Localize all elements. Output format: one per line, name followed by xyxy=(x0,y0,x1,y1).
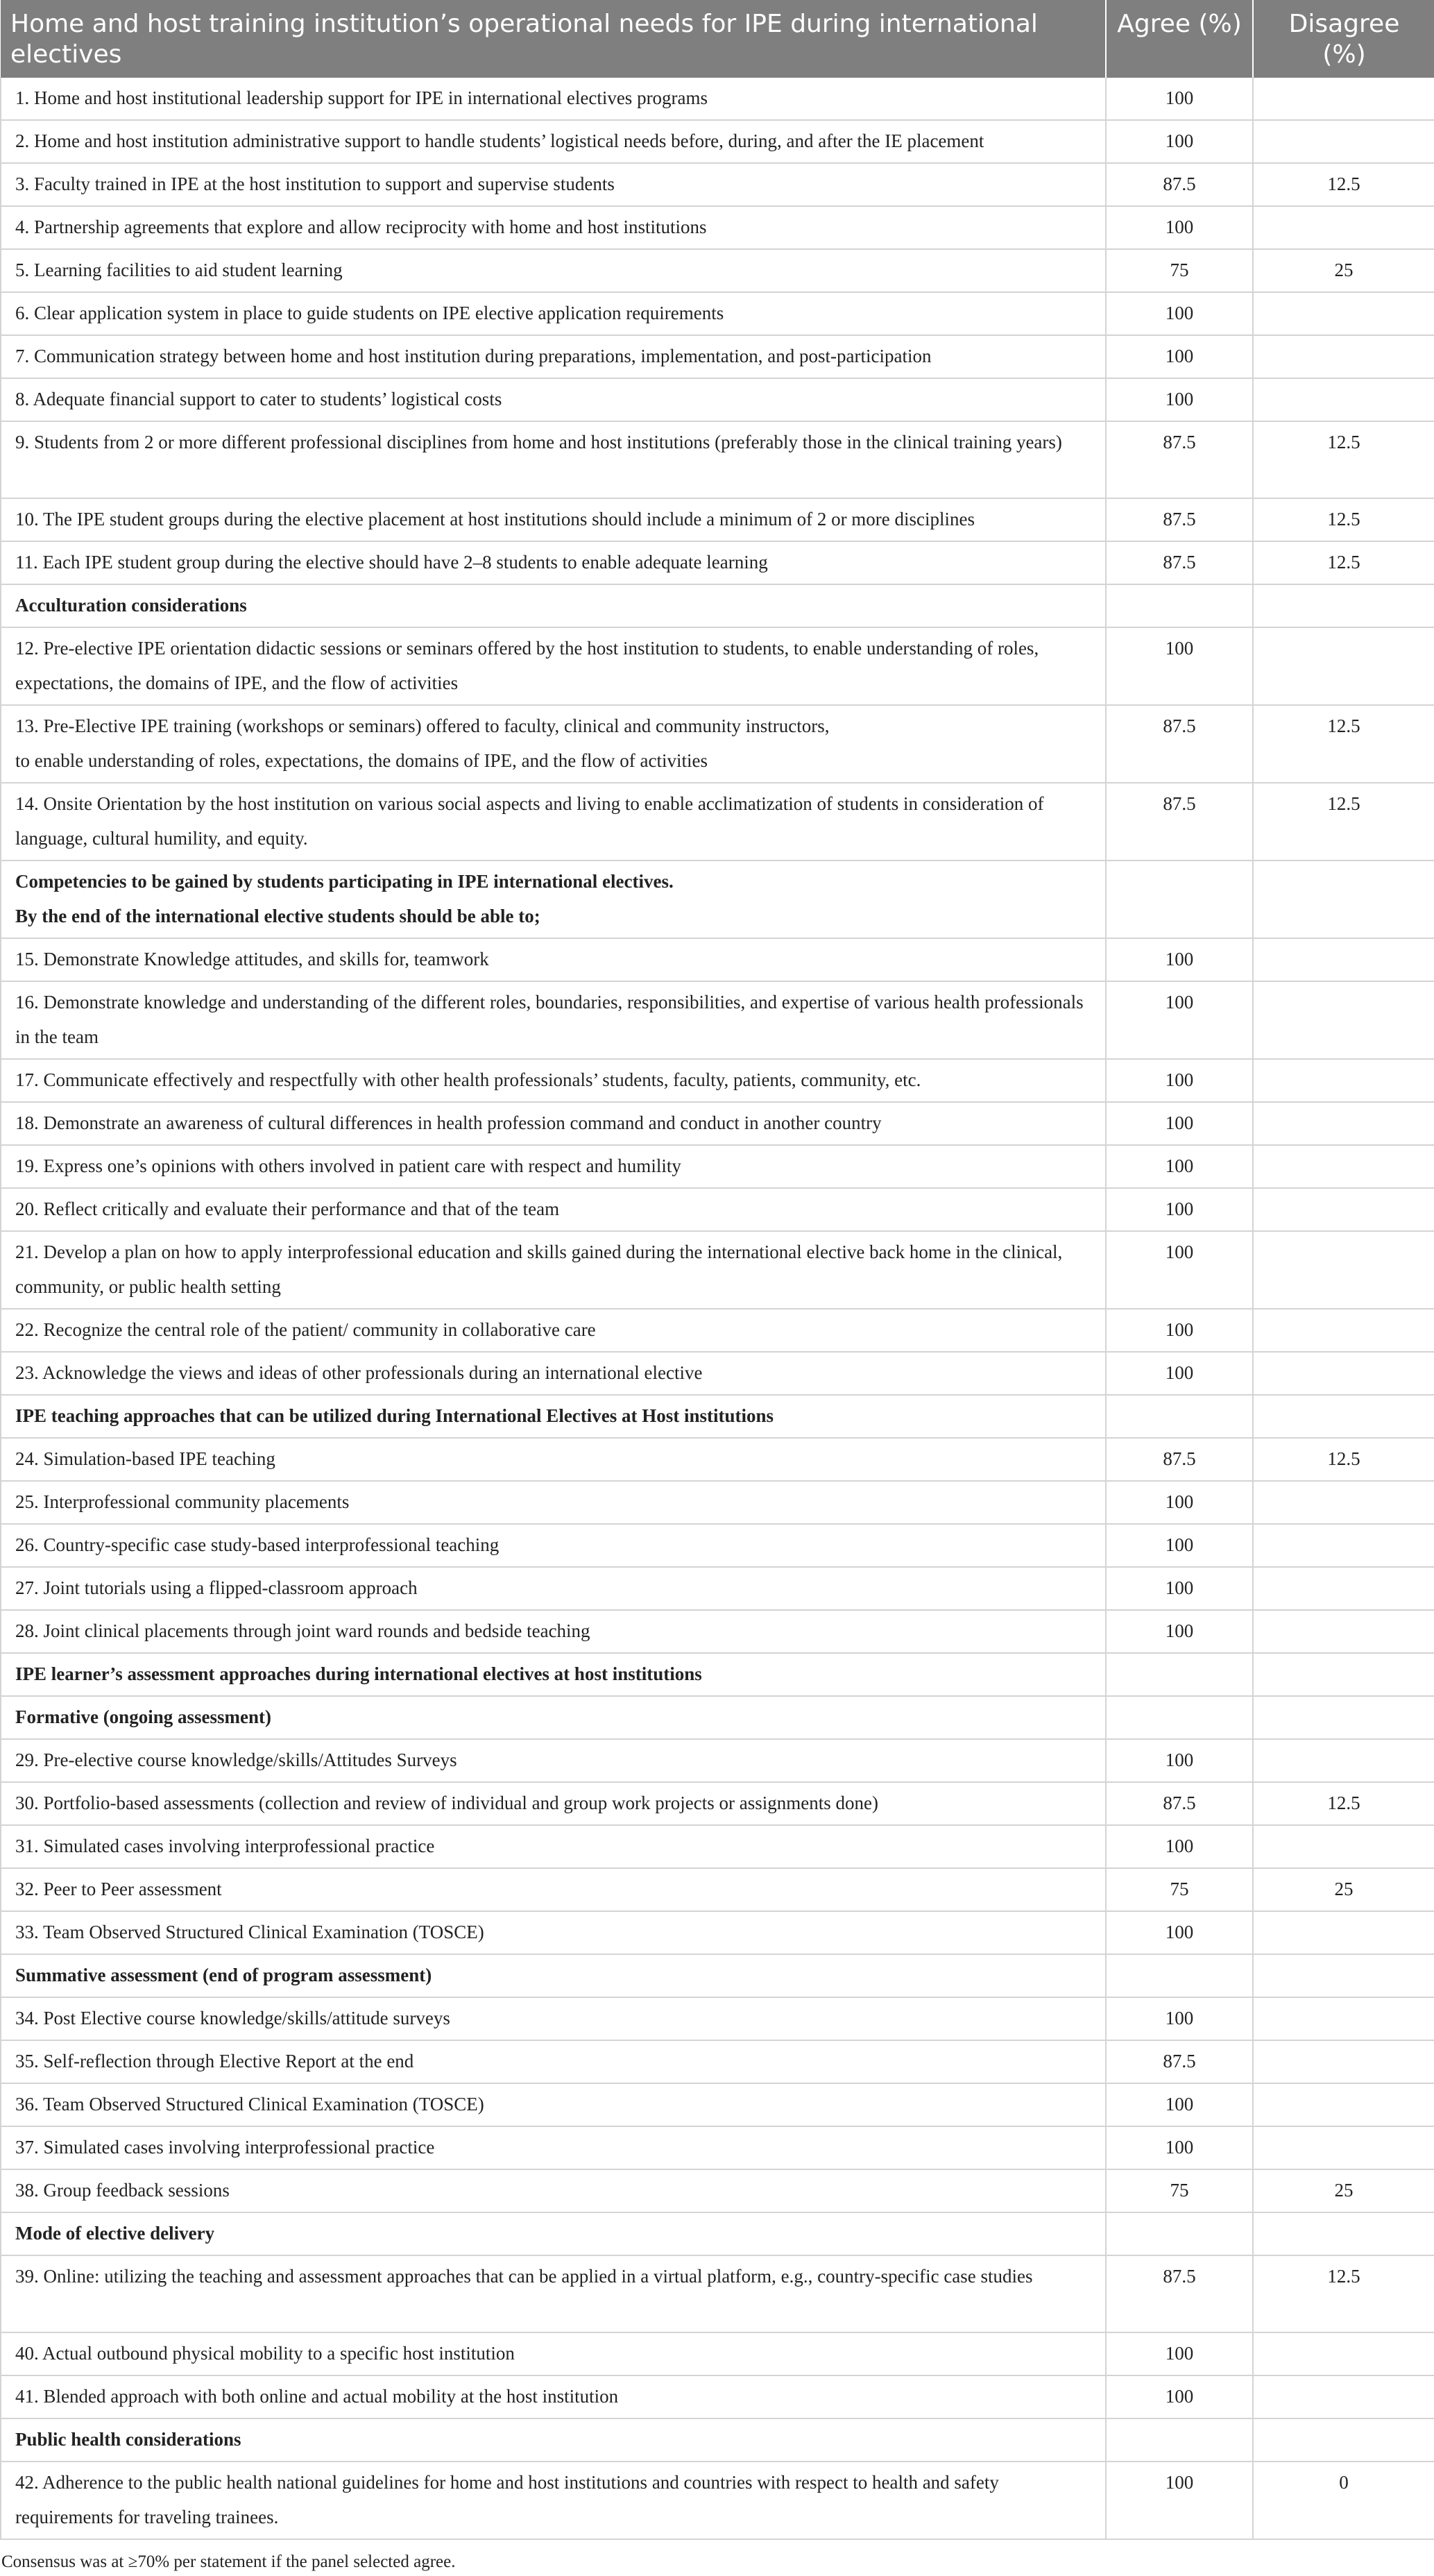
table-row xyxy=(1,705,1434,783)
disagree-cell xyxy=(1253,1145,1434,1188)
agree-cell: 100 xyxy=(1106,1188,1253,1231)
statement-cell: 30. Portfolio-based assessments (collection and review of individual and group work projects or assignments done) xyxy=(1,1782,1106,1825)
disagree-cell xyxy=(1253,981,1434,1059)
disagree-cell xyxy=(1253,78,1434,120)
table-row xyxy=(1,498,1434,541)
table-header xyxy=(1,0,1434,78)
agree-cell: 87.5 xyxy=(1106,1438,1253,1481)
disagree-cell: 12.5 xyxy=(1253,2255,1434,2332)
section-header-row xyxy=(1,1395,1434,1438)
agree-cell: 100 xyxy=(1106,120,1253,163)
section-header-row xyxy=(1,2212,1434,2255)
agree-cell xyxy=(1106,1395,1253,1438)
disagree-cell xyxy=(1253,206,1434,249)
table-row xyxy=(1,627,1434,705)
disagree-cell: 25 xyxy=(1253,249,1434,292)
agree-cell xyxy=(1106,1653,1253,1696)
statement-cell: 3. Faculty trained in IPE at the host institution to support and supervise students xyxy=(1,163,1106,206)
statement-cell: 35. Self-reflection through Elective Report at the end xyxy=(1,2040,1106,2083)
table-row xyxy=(1,335,1434,378)
disagree-cell xyxy=(1253,1395,1434,1438)
agree-cell: 75 xyxy=(1106,1868,1253,1911)
disagree-cell xyxy=(1253,1653,1434,1696)
agree-cell: 100 xyxy=(1106,1352,1253,1395)
agree-cell: 100 xyxy=(1106,627,1253,705)
disagree-cell xyxy=(1253,1911,1434,1954)
section-label: Mode of elective delivery xyxy=(1,2212,1106,2255)
table-row xyxy=(1,2332,1434,2375)
statement-cell: 37. Simulated cases involving interprofessional practice xyxy=(1,2126,1106,2169)
statement-cell: 5. Learning facilities to aid student learning xyxy=(1,249,1106,292)
disagree-cell xyxy=(1253,1059,1434,1102)
table-row xyxy=(1,1524,1434,1567)
section-label: Formative (ongoing assessment) xyxy=(1,1696,1106,1739)
statement-cell: 2. Home and host institution administrative support to handle students’ logistical needs before, during, and after the IE placement xyxy=(1,120,1106,163)
disagree-cell xyxy=(1253,292,1434,335)
table-row xyxy=(1,1145,1434,1188)
agree-cell: 100 xyxy=(1106,1481,1253,1524)
statement-cell: 26. Country-specific case study-based interprofessional teaching xyxy=(1,1524,1106,1567)
disagree-cell: 12.5 xyxy=(1253,705,1434,783)
disagree-cell xyxy=(1253,1352,1434,1395)
table-row xyxy=(1,1188,1434,1231)
table-row xyxy=(1,1231,1434,1309)
table-row xyxy=(1,1868,1434,1911)
agree-cell: 100 xyxy=(1106,1825,1253,1868)
agree-cell: 100 xyxy=(1106,1102,1253,1145)
disagree-cell xyxy=(1253,1825,1434,1868)
agree-cell: 100 xyxy=(1106,292,1253,335)
agree-cell xyxy=(1106,1954,1253,1997)
agree-cell: 87.5 xyxy=(1106,541,1253,584)
table-row xyxy=(1,249,1434,292)
table-row xyxy=(1,1438,1434,1481)
agree-cell: 100 xyxy=(1106,1997,1253,2040)
agree-cell: 87.5 xyxy=(1106,705,1253,783)
statement-cell: 17. Communicate effectively and respectfully with other health professionals’ students, faculty, patients, community, etc. xyxy=(1,1059,1106,1102)
table-row xyxy=(1,981,1434,1059)
disagree-cell xyxy=(1253,2418,1434,2461)
table-row xyxy=(1,120,1434,163)
agree-cell xyxy=(1106,861,1253,938)
disagree-cell: 0 xyxy=(1253,2461,1434,2539)
table-row xyxy=(1,1739,1434,1782)
agree-cell: 87.5 xyxy=(1106,2255,1253,2332)
statement-cell: 32. Peer to Peer assessment xyxy=(1,1868,1106,1911)
table-row xyxy=(1,2169,1434,2212)
statement-cell: 28. Joint clinical placements through joint ward rounds and bedside teaching xyxy=(1,1610,1106,1653)
disagree-cell: 12.5 xyxy=(1253,421,1434,498)
statement-cell: 8. Adequate financial support to cater to students’ logistical costs xyxy=(1,378,1106,421)
table-row xyxy=(1,783,1434,861)
disagree-cell xyxy=(1253,1739,1434,1782)
agree-cell: 87.5 xyxy=(1106,498,1253,541)
statement-cell: 15. Demonstrate Knowledge attitudes, and skills for, teamwork xyxy=(1,938,1106,981)
statement-cell: 20. Reflect critically and evaluate their performance and that of the team xyxy=(1,1188,1106,1231)
agree-cell: 100 xyxy=(1106,1524,1253,1567)
table-row xyxy=(1,1567,1434,1610)
table-row xyxy=(1,541,1434,584)
section-header-row xyxy=(1,861,1434,938)
disagree-cell xyxy=(1253,627,1434,705)
statement-cell: 4. Partnership agreements that explore and allow reciprocity with home and host institutions xyxy=(1,206,1106,249)
statement-cell: 34. Post Elective course knowledge/skills/attitude surveys xyxy=(1,1997,1106,2040)
agree-cell xyxy=(1106,1696,1253,1739)
statement-cell: 39. Online: utilizing the teaching and assessment approaches that can be applied in a virtual platform, e.g., country-specific case studies xyxy=(1,2255,1106,2332)
disagree-cell: 12.5 xyxy=(1253,541,1434,584)
statement-cell: 33. Team Observed Structured Clinical Examination (TOSCE) xyxy=(1,1911,1106,1954)
statement-cell: 31. Simulated cases involving interprofessional practice xyxy=(1,1825,1106,1868)
section-label: IPE teaching approaches that can be utilized during International Electives at Host institutions xyxy=(1,1395,1106,1438)
section-header-row xyxy=(1,1954,1434,1997)
agree-cell: 100 xyxy=(1106,1911,1253,1954)
table-row xyxy=(1,78,1434,120)
section-header-row xyxy=(1,1653,1434,1696)
disagree-cell xyxy=(1253,2332,1434,2375)
statement-cell: 41. Blended approach with both online and actual mobility at the host institution xyxy=(1,2375,1106,2418)
statement-cell: 19. Express one’s opinions with others involved in patient care with respect and humility xyxy=(1,1145,1106,1188)
disagree-cell xyxy=(1253,120,1434,163)
section-header-row xyxy=(1,584,1434,627)
table-row xyxy=(1,2461,1434,2539)
statement-cell: 16. Demonstrate knowledge and understanding of the different roles, boundaries, responsibilities, and expertise of various health professionals in the team xyxy=(1,981,1106,1059)
disagree-cell xyxy=(1253,2126,1434,2169)
statement-cell: 25. Interprofessional community placements xyxy=(1,1481,1106,1524)
agree-cell xyxy=(1106,584,1253,627)
agree-cell xyxy=(1106,2418,1253,2461)
agree-cell xyxy=(1106,2212,1253,2255)
agree-cell: 87.5 xyxy=(1106,163,1253,206)
table-row xyxy=(1,1309,1434,1352)
statement-cell: 24. Simulation-based IPE teaching xyxy=(1,1438,1106,1481)
statement-cell: 12. Pre-elective IPE orientation didactic sessions or seminars offered by the host institution to students, to enable understanding of roles, expectations, the domains of IPE, and the flow of activities xyxy=(1,627,1106,705)
statement-cell: 36. Team Observed Structured Clinical Examination (TOSCE) xyxy=(1,2083,1106,2126)
disagree-cell xyxy=(1253,335,1434,378)
disagree-cell xyxy=(1253,2375,1434,2418)
statement-cell: 7. Communication strategy between home and host institution during preparations, implementation, and post-participation xyxy=(1,335,1106,378)
statement-cell: 11. Each IPE student group during the elective should have 2–8 students to enable adequate learning xyxy=(1,541,1106,584)
statement-cell: 18. Demonstrate an awareness of cultural differences in health profession command and conduct in another country xyxy=(1,1102,1106,1145)
statement-cell: 14. Onsite Orientation by the host institution on various social aspects and living to enable acclimatization of students in consideration of language, cultural humility, and equity. xyxy=(1,783,1106,861)
table-row xyxy=(1,2255,1434,2332)
table-row xyxy=(1,2040,1434,2083)
section-label: Competencies to be gained by students participating in IPE international electives. By the end of the international elective students should be able to; xyxy=(1,861,1106,938)
disagree-cell xyxy=(1253,2040,1434,2083)
disagree-cell xyxy=(1253,2212,1434,2255)
agree-cell: 100 xyxy=(1106,1145,1253,1188)
table-row xyxy=(1,1059,1434,1102)
disagree-cell: 12.5 xyxy=(1253,1782,1434,1825)
table-row xyxy=(1,1825,1434,1868)
agree-cell: 100 xyxy=(1106,981,1253,1059)
agree-cell: 100 xyxy=(1106,1610,1253,1653)
disagree-cell xyxy=(1253,584,1434,627)
disagree-cell xyxy=(1253,1997,1434,2040)
disagree-cell xyxy=(1253,1524,1434,1567)
disagree-cell xyxy=(1253,1481,1434,1524)
table-footnote: Consensus was at ≥70% per statement if the panel selected agree. xyxy=(1,2552,456,2571)
agree-cell: 100 xyxy=(1106,1567,1253,1610)
disagree-cell xyxy=(1253,1102,1434,1145)
disagree-cell xyxy=(1253,1231,1434,1309)
agree-cell: 100 xyxy=(1106,206,1253,249)
disagree-cell: 12.5 xyxy=(1253,163,1434,206)
agree-cell: 100 xyxy=(1106,78,1253,120)
section-label: Summative assessment (end of program assessment) xyxy=(1,1954,1106,1997)
table-row xyxy=(1,1782,1434,1825)
disagree-cell: 25 xyxy=(1253,2169,1434,2212)
statement-cell: 27. Joint tutorials using a flipped-classroom approach xyxy=(1,1567,1106,1610)
table-row xyxy=(1,2375,1434,2418)
disagree-cell: 12.5 xyxy=(1253,783,1434,861)
header-disagree: Disagree (%) xyxy=(1253,0,1434,78)
disagree-cell xyxy=(1253,1696,1434,1739)
agree-cell: 100 xyxy=(1106,335,1253,378)
table-row xyxy=(1,1352,1434,1395)
agree-cell: 100 xyxy=(1106,938,1253,981)
statement-cell: 10. The IPE student groups during the elective placement at host institutions should include a minimum of 2 or more disciplines xyxy=(1,498,1106,541)
section-header-row xyxy=(1,1696,1434,1739)
agree-cell: 100 xyxy=(1106,2332,1253,2375)
statement-cell: 40. Actual outbound physical mobility to a specific host institution xyxy=(1,2332,1106,2375)
agree-cell: 100 xyxy=(1106,2083,1253,2126)
table-row xyxy=(1,163,1434,206)
table-row xyxy=(1,292,1434,335)
table-row xyxy=(1,1997,1434,2040)
section-label: IPE learner’s assessment approaches during international electives at host institutions xyxy=(1,1653,1106,1696)
disagree-cell xyxy=(1253,1610,1434,1653)
table-row xyxy=(1,378,1434,421)
disagree-cell xyxy=(1253,938,1434,981)
table-row xyxy=(1,206,1434,249)
table-row xyxy=(1,2083,1434,2126)
agree-cell: 75 xyxy=(1106,249,1253,292)
agree-cell: 75 xyxy=(1106,2169,1253,2212)
statement-cell: 23. Acknowledge the views and ideas of other professionals during an international elective xyxy=(1,1352,1106,1395)
statement-cell: 21. Develop a plan on how to apply interprofessional education and skills gained during the international elective back home in the clinical, community, or public health setting xyxy=(1,1231,1106,1309)
agree-cell: 87.5 xyxy=(1106,421,1253,498)
table-body xyxy=(1,78,1434,2539)
section-header-row xyxy=(1,2418,1434,2461)
agree-cell: 87.5 xyxy=(1106,1782,1253,1825)
agree-cell: 100 xyxy=(1106,2126,1253,2169)
disagree-cell xyxy=(1253,1188,1434,1231)
agree-cell: 100 xyxy=(1106,1309,1253,1352)
disagree-cell: 25 xyxy=(1253,1868,1434,1911)
disagree-cell xyxy=(1253,861,1434,938)
disagree-cell xyxy=(1253,1309,1434,1352)
agree-cell: 100 xyxy=(1106,1231,1253,1309)
disagree-cell xyxy=(1253,1567,1434,1610)
agree-cell: 100 xyxy=(1106,2461,1253,2539)
statement-cell: 42. Adherence to the public health national guidelines for home and host institutions and countries with respect to health and safety requirements for traveling trainees. xyxy=(1,2461,1106,2539)
table-row xyxy=(1,1102,1434,1145)
table-row xyxy=(1,421,1434,498)
agree-cell: 100 xyxy=(1106,2375,1253,2418)
statement-cell: 6. Clear application system in place to guide students on IPE elective application requirements xyxy=(1,292,1106,335)
agree-cell: 87.5 xyxy=(1106,2040,1253,2083)
table-row xyxy=(1,1911,1434,1954)
header-agree: Agree (%) xyxy=(1106,0,1253,78)
section-label: Acculturation considerations xyxy=(1,584,1106,627)
agree-cell: 87.5 xyxy=(1106,783,1253,861)
disagree-cell xyxy=(1253,1954,1434,1997)
section-label: Public health considerations xyxy=(1,2418,1106,2461)
agree-cell: 100 xyxy=(1106,1059,1253,1102)
table-row xyxy=(1,2126,1434,2169)
table-row xyxy=(1,938,1434,981)
agree-cell: 100 xyxy=(1106,1739,1253,1782)
statement-cell: 1. Home and host institutional leadership support for IPE in international electives programs xyxy=(1,78,1106,120)
disagree-cell: 12.5 xyxy=(1253,1438,1434,1481)
statement-cell: 22. Recognize the central role of the patient/ community in collaborative care xyxy=(1,1309,1106,1352)
statement-cell: 29. Pre-elective course knowledge/skills/Attitudes Surveys xyxy=(1,1739,1106,1782)
table-row xyxy=(1,1481,1434,1524)
statement-cell: 13. Pre-Elective IPE training (workshops or seminars) offered to faculty, clinical and community instructors, to enable understanding of roles, expectations, the domains of IPE, and the flow of activities xyxy=(1,705,1106,783)
statement-cell: 9. Students from 2 or more different professional disciplines from home and host institutions (preferably those in the clinical training years) xyxy=(1,421,1106,498)
disagree-cell: 12.5 xyxy=(1253,498,1434,541)
table-row xyxy=(1,1610,1434,1653)
statement-cell: 38. Group feedback sessions xyxy=(1,2169,1106,2212)
disagree-cell xyxy=(1253,378,1434,421)
agree-cell: 100 xyxy=(1106,378,1253,421)
disagree-cell xyxy=(1253,2083,1434,2126)
header-item: Home and host training institution’s operational needs for IPE during international electives xyxy=(1,0,1106,78)
